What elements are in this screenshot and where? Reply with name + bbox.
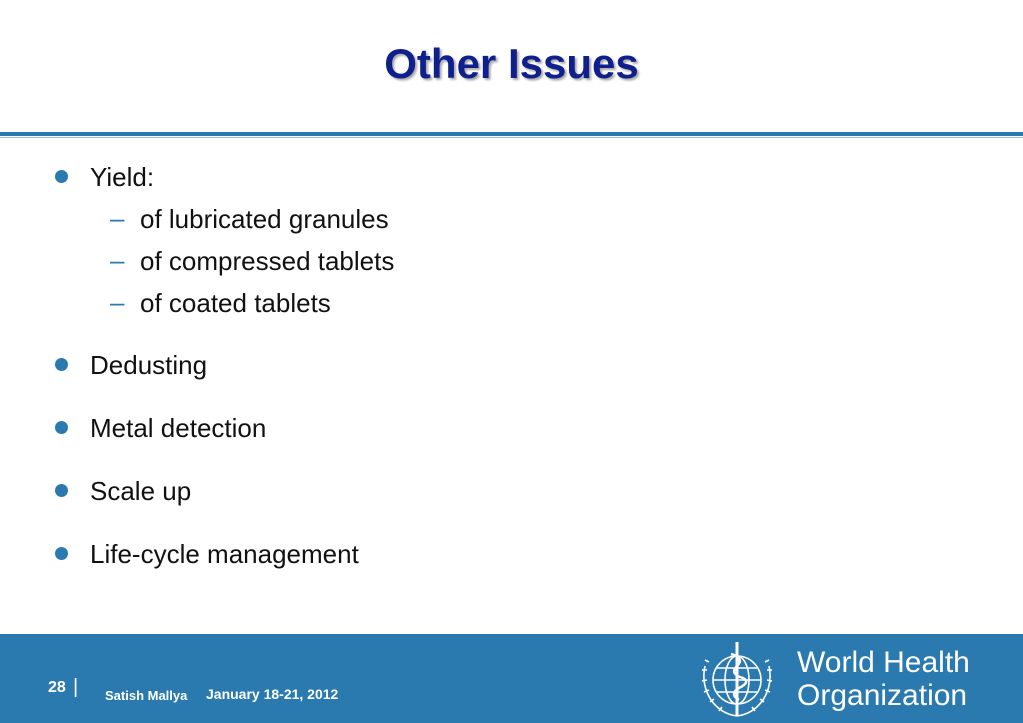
org-name-line1: World Health: [797, 646, 970, 679]
footer-author: Satish Mallya: [105, 688, 188, 703]
sub-bullet-item: of compressed tablets: [140, 246, 395, 276]
bullet-item: Life-cycle management: [90, 539, 359, 569]
dash-icon: –: [110, 245, 125, 275]
dash-icon: –: [110, 287, 125, 317]
bullet-dot-icon: [55, 484, 68, 497]
who-emblem-icon: [695, 636, 779, 720]
bullet-dot-icon: [55, 358, 68, 371]
bullet-item: Dedusting: [90, 350, 208, 380]
sub-bullet-item: of coated tablets: [140, 288, 331, 318]
bullet-item: Yield:: [90, 162, 155, 192]
page-separator: |: [73, 676, 79, 698]
bullet-dot-icon: [55, 421, 68, 434]
bullet-dot-icon: [55, 547, 68, 560]
dash-icon: –: [110, 203, 125, 233]
who-wordmark: [797, 646, 970, 712]
slide-title: Other Issues: [384, 40, 639, 87]
title-rule: [0, 132, 1023, 136]
bullet-dot-icon: [55, 170, 68, 183]
bullet-item: Metal detection: [90, 413, 267, 443]
title-rule-light: [0, 137, 1023, 138]
footer-date: January 18-21, 2012: [206, 686, 339, 702]
bullet-item: Scale up: [90, 476, 192, 506]
sub-bullet-item: of lubricated granules: [140, 204, 389, 234]
page-number: 28: [48, 679, 66, 696]
org-name-line2: Organization: [797, 679, 968, 712]
